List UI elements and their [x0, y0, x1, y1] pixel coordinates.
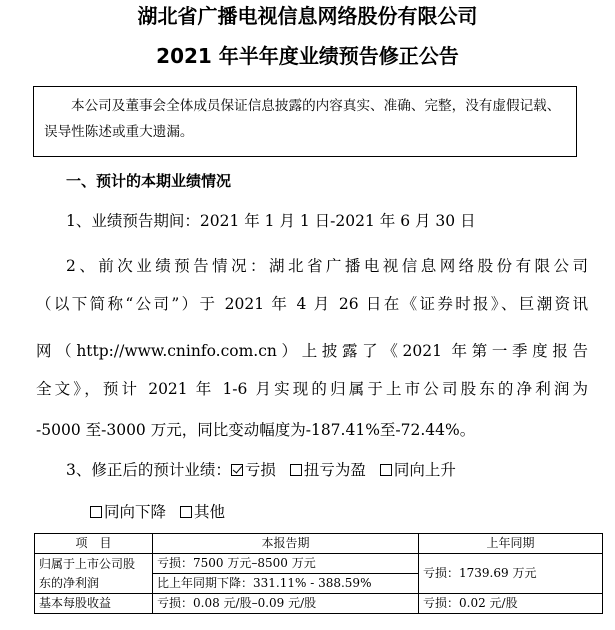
revised-forecast-label: 3、修正后的预计业绩：: [66, 461, 231, 479]
revised-forecast-options: [66, 458, 470, 482]
table-header-row: [35, 534, 603, 554]
previous-forecast-line-1: 2、前次业绩预告情况：湖北省广播电视信息网络股份有限公司: [66, 257, 588, 275]
table-row: [35, 554, 603, 574]
option-increase[interactable]: 同向上升: [380, 461, 456, 479]
header-current-period: 本报告期: [153, 534, 419, 554]
cell-current-loss: 亏损：7500 万元–8500 万元: [153, 554, 419, 574]
previous-forecast-line-2: （以下简称“公司”）于 2021 年 4 月 26 日在《证券时报》、巨潮资讯: [36, 295, 588, 313]
row-label-net-profit: 归属于上市公司股 东的净利润: [35, 554, 153, 594]
section-heading-forecast: 一、预计的本期业绩情况: [66, 172, 232, 190]
forecast-period: 1、业绩预告期间：2021 年 1 月 1 日-2021 年 6 月 30 日: [66, 212, 476, 230]
announcement-title-subject: 2021 年半年度业绩预告修正公告: [156, 44, 459, 68]
header-prior-period: 上年同期: [419, 534, 603, 554]
previous-forecast-line-5: -5000 至-3000 万元，同比变动幅度为-187.41%至-72.44%。: [36, 421, 476, 439]
cell-current-change: 比上年同期下降：331.11% - 388.59%: [153, 574, 419, 594]
announcement-title-company: 湖北省广播电视信息网络股份有限公司: [137, 4, 478, 28]
option-turnaround[interactable]: 扭亏为盈: [290, 461, 366, 479]
performance-table: [34, 533, 603, 614]
revised-forecast-options-cont: [90, 500, 239, 524]
board-notice-box: [33, 86, 577, 157]
option-decrease[interactable]: 同向下降: [90, 503, 166, 521]
row-label-eps: 基本每股收益: [35, 594, 153, 614]
checkbox-icon: [180, 506, 192, 518]
previous-forecast-line-4: 全文》，预计 2021 年 1-6 月实现的归属于上市公司股东的净利润为: [36, 380, 588, 398]
checked-box-icon: [231, 464, 243, 476]
header-item: 项 目: [35, 534, 153, 554]
checkbox-icon: [380, 464, 392, 476]
board-notice-text: 本公司及董事会全体成员保证信息披露的内容真实、准确、完整，没有虚假记载、误导性陈述或重大遗漏。: [44, 98, 561, 140]
table-row: [35, 594, 603, 614]
option-loss[interactable]: 亏损: [231, 461, 276, 479]
checkbox-icon: [290, 464, 302, 476]
checkbox-icon: [90, 506, 102, 518]
previous-forecast-line-3: 网（http://www.cninfo.com.cn）上披露了《2021 年第一季度报告: [36, 342, 588, 360]
cell-prior-loss: 亏损：1739.69 万元: [419, 554, 603, 594]
option-other[interactable]: 其他: [180, 503, 225, 521]
cell-current-eps: 亏损：0.08 元/股–0.09 元/股: [153, 594, 419, 614]
cell-prior-eps: 亏损：0.02 元/股: [419, 594, 603, 614]
